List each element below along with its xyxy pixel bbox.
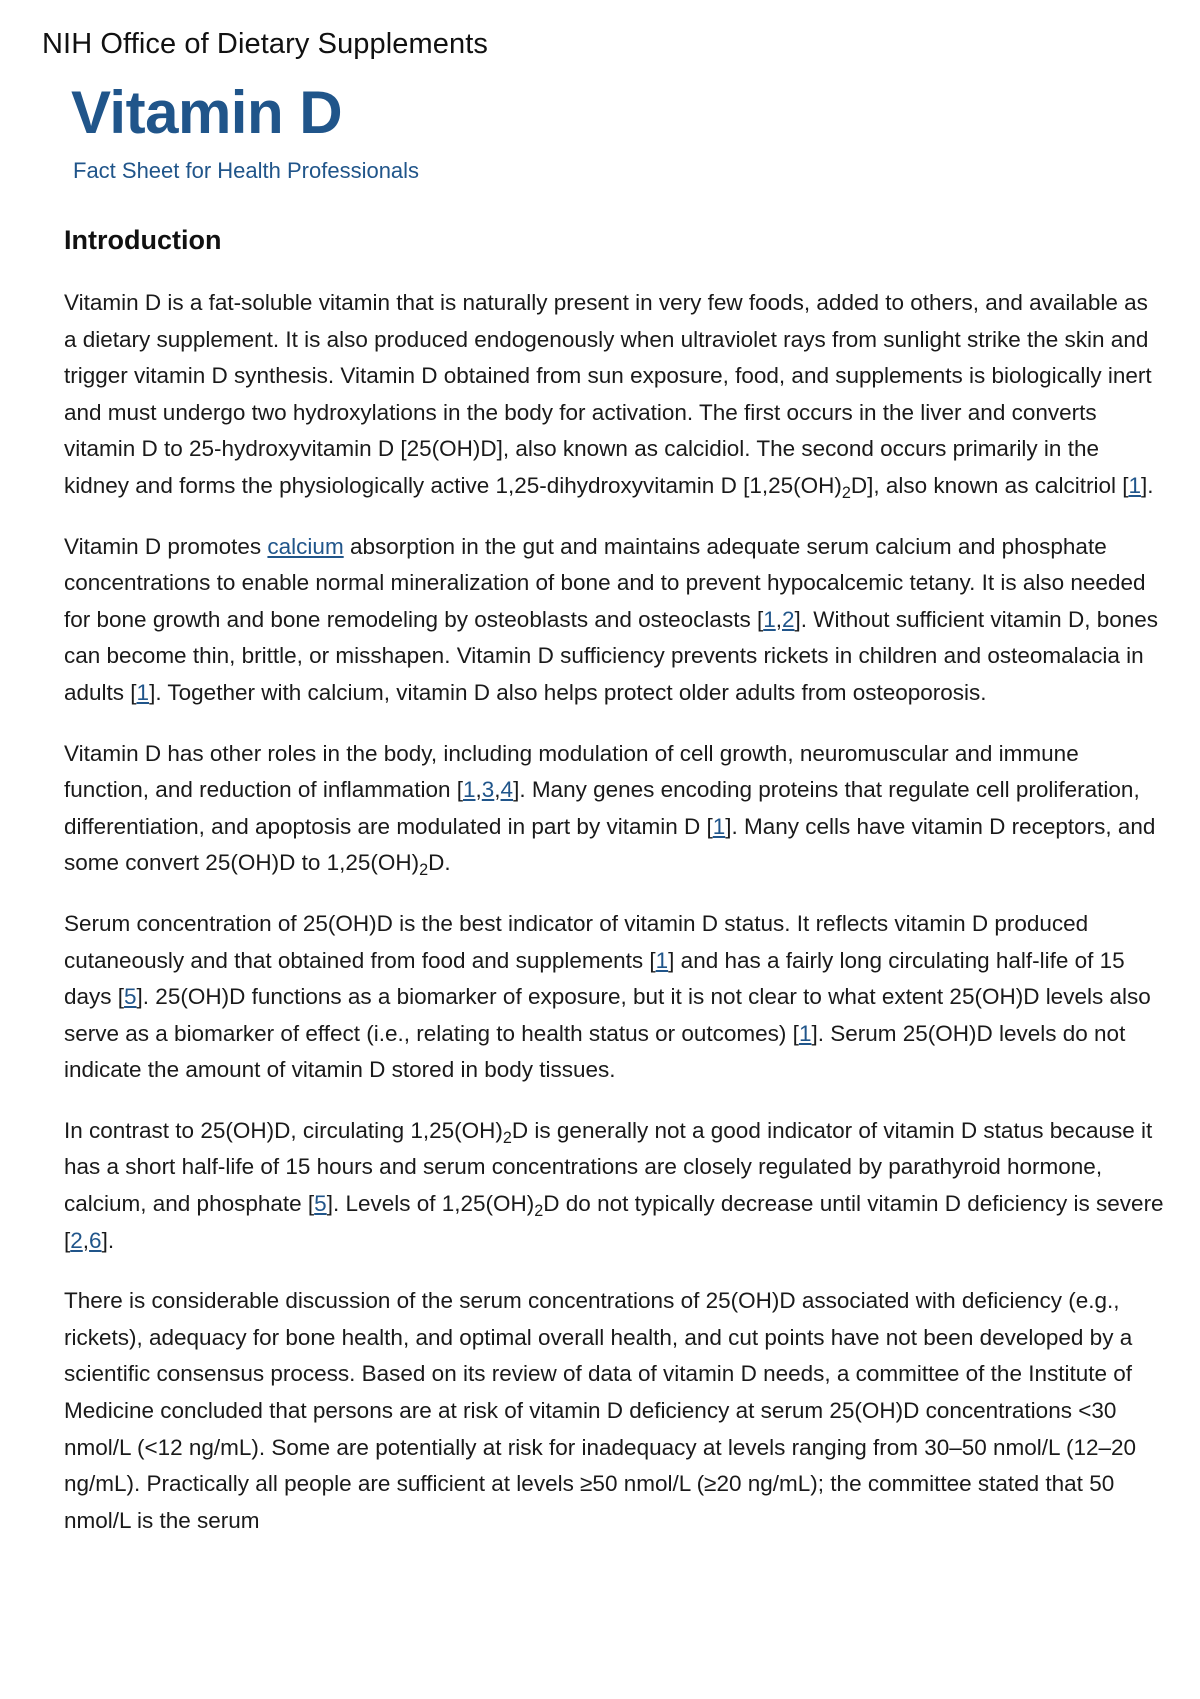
text: D is generally not a good indicator of vitamin D status because it has a short half-life of 15 hours and serum concentrations are closely regulated by parathyroid hormone, calcium, and phosphate [ [64,1117,1153,1217]
calcium-link[interactable]: calcium [267,533,344,559]
reference-link[interactable]: 3 [481,777,495,803]
paragraph-6 [64,1283,1164,1539]
page-subtitle: Fact Sheet for Health Professionals [73,158,420,183]
text: Serum concentration of 25(OH)D is the best indicator of vitamin D status. It reflects vitamin D produced cutaneously and that obtained from food and supplements [ [64,910,1089,973]
reference-link[interactable]: 1 [712,813,726,839]
text: ]. Without sufficient vitamin D, bones can become thin, brittle, or misshapen. Vitamin D sufficiency prevents rickets in children and osteomalacia in adults [ [64,606,1158,705]
paragraph-5 [64,1113,1164,1259]
paragraph-3 [64,736,1164,882]
text: ]. [101,1227,115,1253]
text: ]. Serum 25(OH)D levels do not indicate the amount of vitamin D stored in body tissues. [64,1020,1126,1083]
text: ] and has a fairly long circulating half-life of 15 days [ [64,947,1125,1010]
paragraph-4 [64,906,1164,1089]
text: ]. Many genes encoding proteins that regulate cell proliferation, differentiation, and apoptosis are modulated in part by vitamin D [ [64,777,1140,839]
page-title: Vitamin D [71,79,343,146]
text: , [82,1227,90,1253]
subscript: 2 [534,1201,544,1220]
text: In contrast to 25(OH)D, circulating 1,25(OH) [64,1117,503,1143]
text: , [494,777,501,803]
reference-link[interactable]: 5 [314,1191,327,1217]
paragraph-2 [64,529,1164,712]
text: Vitamin D has other roles in the body, including modulation of cell growth, neuromuscular and immune function, and reduction of inflammation [ [64,740,1079,803]
section-heading-introduction: Introduction [64,225,222,255]
text: ]. Together with calcium, vitamin D also helps protect older adults from osteoporosis. [149,679,987,705]
text: , [775,606,782,632]
subscript: 2 [419,861,429,880]
text: ]. Levels of 1,25(OH) [326,1191,535,1217]
text: ]. [1140,472,1154,498]
reference-link[interactable]: 1 [798,1020,812,1046]
text: ]. Many cells have vitamin D receptors, and some convert 25(OH)D to 1,25(OH) [64,813,1156,876]
reference-link[interactable]: 1 [462,777,476,803]
subscript: 2 [502,1128,512,1147]
text: , [475,777,482,803]
reference-link[interactable]: 5 [124,984,137,1010]
text: absorption in the gut and maintains adequate serum calcium and phosphate concentrations to enable normal mineralization of bone and to prevent hypocalcemic tetany. It is also needed for bone growth and bone remodeling by osteoblasts and osteoclasts [ [64,533,1146,632]
article-body [64,285,1164,1563]
reference-link[interactable]: 1 [763,606,776,632]
reference-link[interactable]: 2 [70,1227,83,1253]
reference-link[interactable]: 6 [89,1227,102,1253]
paragraph-1 [64,285,1164,505]
site-name: NIH Office of Dietary Supplements [42,28,489,60]
text: ]. 25(OH)D functions as a biomarker of exposure, but it is not clear to what extent 25(OH)D levels also serve as a biomarker of effect (i.e., relating to health status or outcomes) [ [64,984,1151,1046]
text: D do not typically decrease until vitamin D deficiency is severe [ [64,1191,1164,1253]
text: Vitamin D promotes [64,533,268,559]
text: D. [428,850,451,876]
reference-link[interactable]: 1 [136,679,150,705]
text: D], also known as calcitriol [ [850,472,1129,498]
reference-link[interactable]: 4 [500,777,514,803]
reference-link[interactable]: 1 [655,947,669,973]
reference-link[interactable]: 2 [781,606,795,632]
text: There is considerable discussion of the serum concentrations of 25(OH)D associated with deficiency (e.g., rickets), adequacy for bone health, and optimal overall health, and cut points have not been developed by a scientific consensus process. Based on its review of data of vitamin D needs, a committee of the Institute of Medicine concluded that persons are at risk of vitamin D deficiency at serum 25(OH)D concentrations <30 nmol/L (<12 ng/mL). Some are potentially at risk for inadequacy at levels ranging from 30–50 nmol/L (12–20 ng/mL). Practically all people are sufficient at levels ≥50 nmol/L (≥20 ng/mL); the committee stated that 50 nmol/L is the serum [64,1288,1137,1533]
text: Vitamin D is a fat-soluble vitamin that is naturally present in very few foods, added to others, and available as a dietary supplement. It is also produced endogenously when ultraviolet rays from sunlight strike the skin and trigger vitamin D synthesis. Vitamin D obtained from sun exposure, food, and supplements is biologically inert and must undergo two hydroxylations in the body for activation. The first occurs in the liver and converts vitamin D to 25-hydroxyvitamin D [25(OH)D], also known as calcidiol. The second occurs primarily in the kidney and forms the physiologically active 1,25-dihydroxyvitamin D [1,25(OH) [64,290,1152,498]
reference-link[interactable]: 1 [1128,472,1141,498]
subscript: 2 [841,483,851,502]
